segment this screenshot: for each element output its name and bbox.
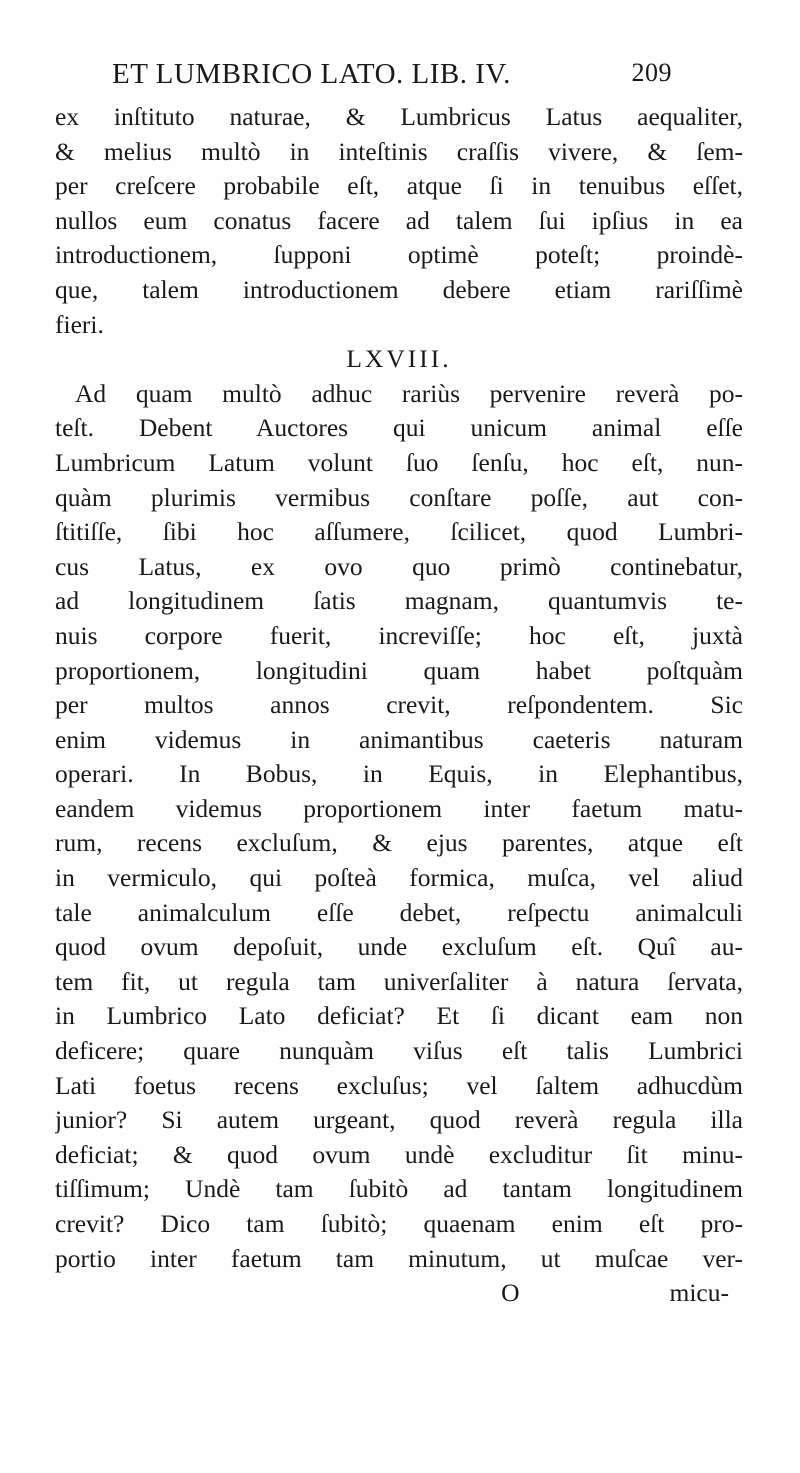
text-line: tale animalculum eſſe debet, reſpectu animalculi — [55, 897, 743, 927]
text-line: teſt. Debent Auctores qui unicum animal eſſe — [55, 413, 743, 443]
catchword: micu- — [669, 1278, 729, 1308]
text-line: nuis corpore fuerit, increviſſe; hoc eſt, juxtà — [55, 620, 743, 650]
text-line: & melius multò in inteſtinis craſſis vivere, & ſem- — [55, 136, 743, 166]
text-line: que, talem introductionem debere etiam rariſſimè — [55, 274, 743, 304]
text-line: in Lumbrico Lato deficiat? Et ſi dicant eam non — [55, 1001, 743, 1031]
text-line: tiſſimum; Undè tam ſubitò ad tantam longitudinem — [55, 1174, 743, 1204]
section-number: LXVIII. — [346, 344, 452, 374]
text-line: ad longitudinem ſatis magnam, quantumvis te- — [55, 586, 743, 616]
text-line: ſtitiſſe, ſibi hoc aſſumere, ſcilicet, quod Lumbri- — [55, 517, 743, 547]
text-line: deficere; quare nunquàm viſus eſt talis Lumbrici — [55, 1036, 743, 1066]
text-line: crevit? Dico tam ſubitò; quaenam enim eſt pro- — [55, 1209, 743, 1238]
text-line: ex inſtituto naturae, & Lumbricus Latus aequaliter, — [55, 102, 743, 131]
text-line: cus Latus, ex ovo quo primò continebatur, — [55, 551, 743, 581]
body-text — [55, 100, 743, 1311]
text-line: junior? Si autem urgeant, quod reverà regula illa — [55, 1105, 743, 1135]
text-line: quod ovum depoſuit, unde excluſum eſt. Quî au- — [55, 932, 743, 962]
signature-mark: O — [501, 1278, 520, 1308]
text-line: Lumbricum Latum volunt ſuo ſenſu, hoc eſt, nun- — [55, 447, 743, 477]
text-line: per creſcere probabile eſt, atque ſi in tenuibus eſſet, — [55, 171, 743, 201]
text-line: enim videmus in animantibus caeteris naturam — [55, 724, 743, 754]
text-line: proportionem, longitudini quam habet poſtquàm — [55, 655, 743, 685]
catchword-line — [55, 1276, 743, 1311]
text-line: in vermiculo, qui poſteà formica, muſca, vel aliud — [55, 863, 743, 893]
running-title: ET LUMBRICO LATO. LIB. IV. — [112, 58, 511, 90]
text-line: introductionem, ſupponi optimè poteſt; proindè- — [55, 240, 743, 270]
text-line: Lati foetus recens excluſus; vel ſaltem adhucdùm — [55, 1070, 743, 1100]
text-line: Ad quam multò adhuc rariùs pervenire reverà po- — [75, 378, 743, 408]
running-head — [112, 58, 672, 102]
text-line: operari. In Bobus, in Equis, in Elephantibus, — [55, 759, 743, 789]
page-number: 209 — [631, 58, 672, 87]
text-line: tem fit, ut regula tam univerſaliter à natura ſervata, — [55, 966, 743, 996]
text-line: per multos annos crevit, reſpondentem. Sic — [55, 690, 743, 720]
text-line: nullos eum conatus facere ad talem ſui ipſius in ea — [55, 205, 743, 235]
text-line: eandem videmus proportionem inter faetum matu- — [55, 793, 743, 823]
text-line: deficiat; & quod ovum undè excluditur ſit minu- — [55, 1139, 743, 1169]
text-line: portio inter faetum tam minutum, ut muſcae ver- — [55, 1243, 743, 1273]
text-line: rum, recens excluſum, & ejus parentes, atque eſt — [55, 828, 743, 858]
text-line: quàm plurimis vermibus conſtare poſſe, aut con- — [55, 482, 743, 512]
text-line: fieri. — [55, 309, 104, 339]
